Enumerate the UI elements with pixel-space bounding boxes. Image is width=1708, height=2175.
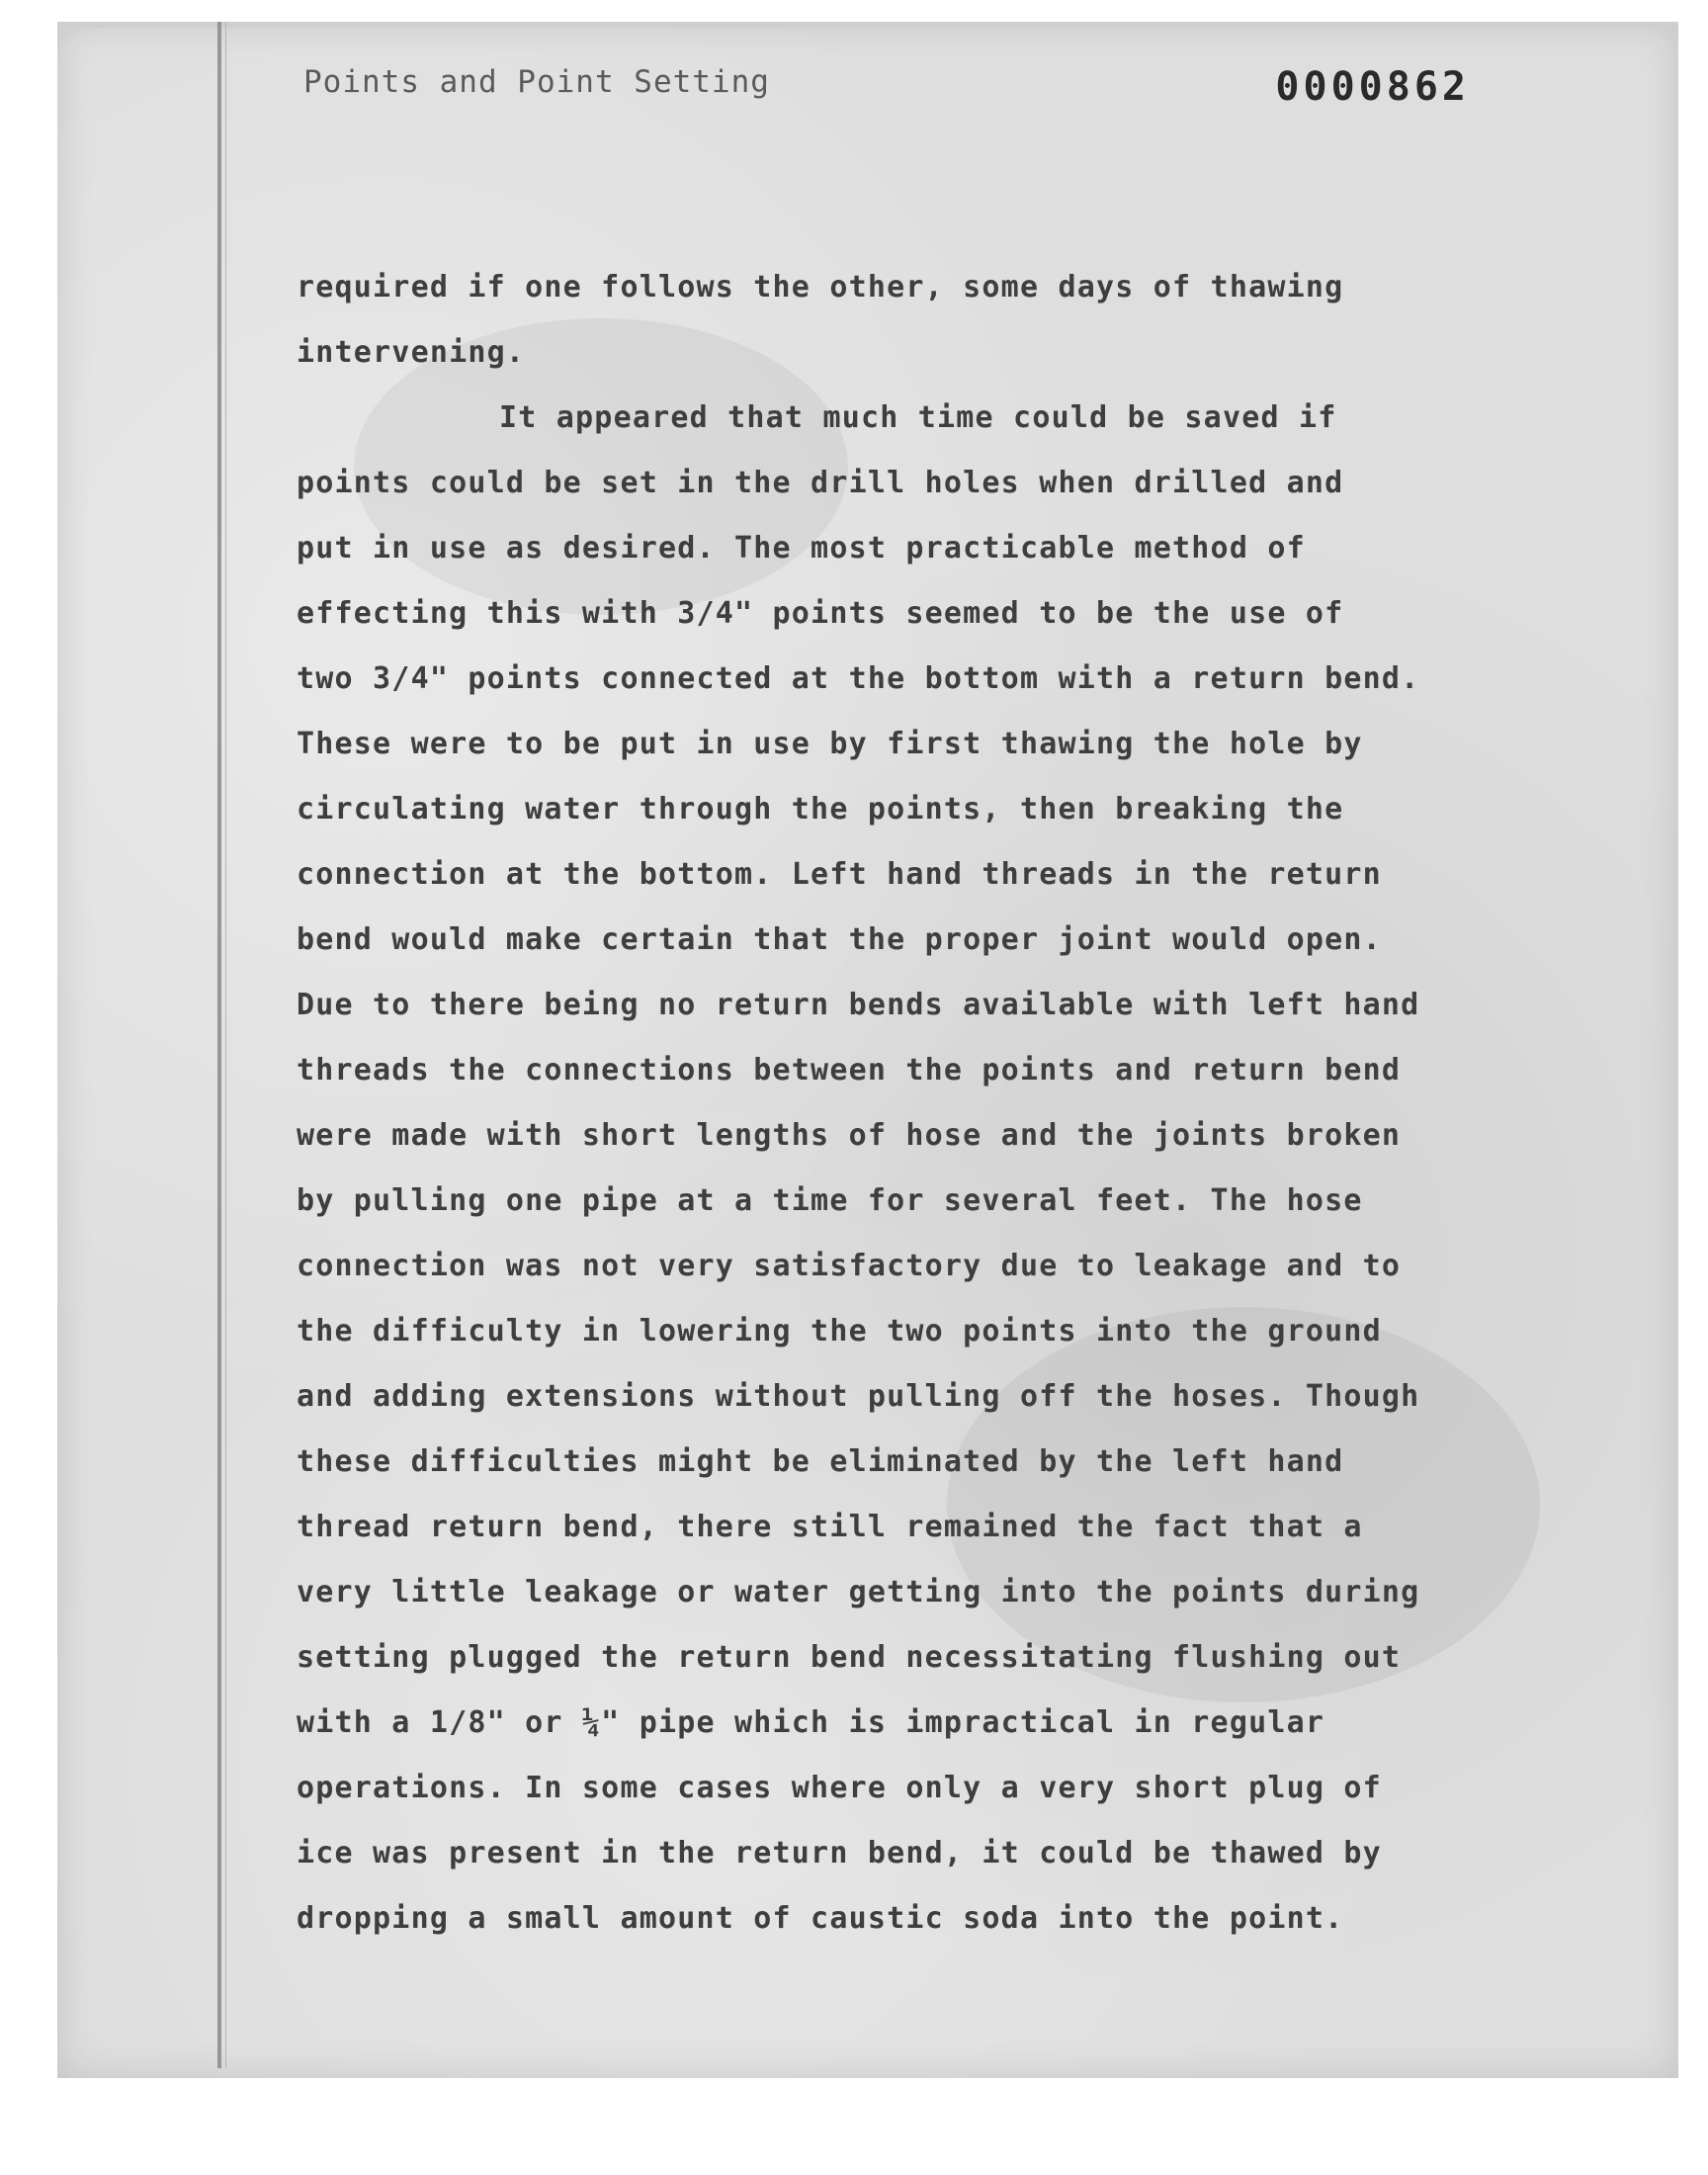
text-line: required if one follows the other, some days of thawing bbox=[297, 270, 1344, 304]
text-line: Due to there being no return bends available with left hand bbox=[297, 988, 1420, 1022]
text-line: ice was present in the return bend, it could be thawed by bbox=[297, 1836, 1382, 1870]
text-line: These were to be put in use by first thawing the hole by bbox=[297, 727, 1363, 761]
text-line: put in use as desired. The most practicable method of bbox=[297, 531, 1306, 566]
document-body bbox=[297, 255, 1572, 1952]
text-line: with a 1/8" or ¼" pipe which is impractical in regular bbox=[297, 1705, 1325, 1740]
text-line: two 3/4" points connected at the bottom with a return bend. bbox=[297, 661, 1420, 696]
text-line: the difficulty in lowering the two points into the ground bbox=[297, 1314, 1382, 1348]
text-line: connection at the bottom. Left hand threads in the return bbox=[297, 857, 1382, 892]
page-header bbox=[303, 44, 1490, 133]
margin-rule-shadow bbox=[225, 22, 226, 2068]
text-line: points could be set in the drill holes when drilled and bbox=[297, 466, 1344, 500]
margin-rule bbox=[217, 22, 221, 2068]
text-line: thread return bend, there still remained the fact that a bbox=[297, 1510, 1363, 1544]
text-line: bend would make certain that the proper joint would open. bbox=[297, 922, 1382, 957]
text-line: were made with short lengths of hose and the joints broken bbox=[297, 1118, 1402, 1153]
text-line: circulating water through the points, then breaking the bbox=[297, 792, 1344, 826]
text-line: threads the connections between the points and return bend bbox=[297, 1053, 1402, 1088]
text-line: these difficulties might be eliminated by the left hand bbox=[297, 1444, 1344, 1479]
text-line: It appeared that much time could be saved if bbox=[499, 400, 1337, 435]
text-line: setting plugged the return bend necessitating flushing out bbox=[297, 1640, 1402, 1675]
text-line: dropping a small amount of caustic soda into the point. bbox=[297, 1901, 1344, 1936]
text-line: effecting this with 3/4" points seemed to be the use of bbox=[297, 596, 1344, 631]
text-line: connection was not very satisfactory due to leakage and to bbox=[297, 1249, 1402, 1283]
page-title: Points and Point Setting bbox=[303, 64, 770, 100]
text-line: intervening. bbox=[297, 335, 526, 370]
page-number: 0000862 bbox=[1275, 64, 1470, 110]
text-line: operations. In some cases where only a very short plug of bbox=[297, 1771, 1382, 1805]
text-line: and adding extensions without pulling off the hoses. Though bbox=[297, 1379, 1420, 1414]
page-top-edge bbox=[57, 22, 1678, 28]
text-line: very little leakage or water getting into the points during bbox=[297, 1575, 1420, 1610]
text-line: by pulling one pipe at a time for several feet. The hose bbox=[297, 1183, 1363, 1218]
